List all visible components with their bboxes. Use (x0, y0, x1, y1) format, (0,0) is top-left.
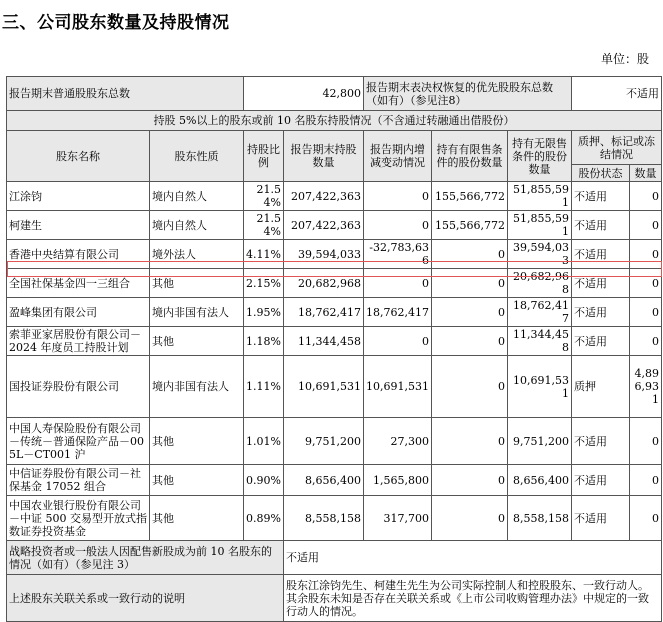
column-header-row (7, 131, 662, 165)
col-ratio-header: 持股比例 (244, 131, 284, 182)
cell-unrestricted: 9,751,200 (508, 418, 572, 465)
cell-name: 国投证券股份有限公司 (7, 356, 150, 418)
cell-amount: 11,344,458 (284, 327, 364, 356)
summary-row (7, 77, 662, 111)
cell-nature: 境内自然人 (150, 211, 244, 240)
col-name-header: 股东名称 (7, 131, 150, 182)
cell-ratio: 0.90% (244, 465, 284, 496)
cell-nature: 境外法人 (150, 240, 244, 269)
col-qty-header: 数量 (630, 165, 662, 182)
table-row (7, 356, 662, 418)
cell-ratio: 1.11% (244, 356, 284, 418)
strategic-investor-row (7, 541, 662, 575)
cell-status: 不适用 (572, 496, 630, 541)
cell-nature: 其他 (150, 465, 244, 496)
cell-ratio: 4.11% (244, 240, 284, 269)
cell-name: 中国人寿保险股份有限公司－传统－普通保险产品－005L－CT001 沪 (7, 418, 150, 465)
cell-restricted: 0 (432, 496, 508, 541)
cell-restricted: 0 (432, 327, 508, 356)
strategic-investor-label: 战略投资者或一般法人因配售新股成为前 10 名股东的情况（如有）（参见注 3） (7, 541, 284, 575)
cell-change: -32,783,636 (364, 240, 432, 269)
cell-unrestricted: 8,656,400 (508, 465, 572, 496)
col-nature-header: 股东性质 (150, 131, 244, 182)
cell-unrestricted: 20,682,968 (508, 269, 572, 298)
cell-unrestricted: 11,344,458 (508, 327, 572, 356)
cell-status: 不适用 (572, 211, 630, 240)
cell-name: 中国农业银行股份有限公司－中证 500 交易型开放式指数证券投资基金 (7, 496, 150, 541)
common-holders-label: 报告期末普通股股东总数 (7, 77, 244, 111)
cell-name: 江涂钧 (7, 182, 150, 211)
table-row (7, 327, 662, 356)
relation-label: 上述股东关联关系或一致行动的说明 (7, 575, 284, 622)
cell-name: 全国社保基金四一三组合 (7, 269, 150, 298)
table-row (7, 269, 662, 298)
cell-amount: 207,422,363 (284, 182, 364, 211)
cell-ratio: 1.95% (244, 298, 284, 327)
cell-nature: 其他 (150, 496, 244, 541)
cell-qty: 0 (630, 182, 662, 211)
col-status-header: 股份状态 (572, 165, 630, 182)
cell-unrestricted: 8,558,158 (508, 496, 572, 541)
cell-status: 不适用 (572, 465, 630, 496)
section-title: 三、公司股东数量及持股情况 (2, 13, 230, 33)
cell-nature: 其他 (150, 418, 244, 465)
cell-qty: 0 (630, 418, 662, 465)
cell-change: 18,762,417 (364, 298, 432, 327)
relation-row (7, 575, 662, 622)
cell-change: 27,300 (364, 418, 432, 465)
cell-nature: 其他 (150, 327, 244, 356)
cell-unrestricted: 18,762,417 (508, 298, 572, 327)
cell-change: 0 (364, 269, 432, 298)
cell-unrestricted: 10,691,531 (508, 356, 572, 418)
shareholder-table (6, 76, 662, 622)
cell-qty: 0 (630, 327, 662, 356)
col-change-header: 报告期内增减变动情况 (364, 131, 432, 182)
cell-qty: 0 (630, 298, 662, 327)
cell-status: 不适用 (572, 327, 630, 356)
strategic-investor-value: 不适用 (284, 541, 662, 575)
cell-amount: 9,751,200 (284, 418, 364, 465)
cell-amount: 20,682,968 (284, 269, 364, 298)
cell-amount: 10,691,531 (284, 356, 364, 418)
cell-restricted: 0 (432, 418, 508, 465)
cell-name: 盈峰集团有限公司 (7, 298, 150, 327)
cell-name: 柯建生 (7, 211, 150, 240)
cell-ratio: 0.89% (244, 496, 284, 541)
cell-nature: 境内非国有法人 (150, 298, 244, 327)
col-restricted-header: 持有有限售条件的股份数量 (432, 131, 508, 182)
section-header-row (7, 111, 662, 131)
cell-amount: 8,558,158 (284, 496, 364, 541)
cell-nature: 境内非国有法人 (150, 356, 244, 418)
table-row (7, 298, 662, 327)
table-row (7, 465, 662, 496)
cell-status: 不适用 (572, 418, 630, 465)
cell-nature: 其他 (150, 269, 244, 298)
col-amount-header: 报告期末持股数量 (284, 131, 364, 182)
cell-status: 质押 (572, 356, 630, 418)
cell-change: 0 (364, 327, 432, 356)
cell-status: 不适用 (572, 240, 630, 269)
table-row (7, 418, 662, 465)
cell-status: 不适用 (572, 182, 630, 211)
cell-change: 1,565,800 (364, 465, 432, 496)
cell-ratio: 1.01% (244, 418, 284, 465)
unit-label: 单位：股 (600, 52, 649, 66)
cell-unrestricted: 51,855,591 (508, 211, 572, 240)
table-row (7, 211, 662, 240)
cell-nature: 境内自然人 (150, 182, 244, 211)
cell-restricted: 0 (432, 269, 508, 298)
cell-qty: 4,896,931 (630, 356, 662, 418)
cell-restricted: 0 (432, 356, 508, 418)
table-row (7, 182, 662, 211)
cell-ratio: 21.54% (244, 211, 284, 240)
cell-name: 中信证券股份有限公司－社保基金 17052 组合 (7, 465, 150, 496)
cell-restricted: 0 (432, 240, 508, 269)
cell-status: 不适用 (572, 269, 630, 298)
table-row (7, 496, 662, 541)
col-pledge-header: 质押、标记或冻结情况 (572, 131, 662, 165)
cell-qty: 0 (630, 465, 662, 496)
cell-amount: 39,594,033 (284, 240, 364, 269)
cell-qty: 0 (630, 240, 662, 269)
top10-section-header: 持股 5%以上的股东或前 10 名股东持股情况（不含通过转融通出借股份） (7, 111, 662, 131)
cell-name: 索菲亚家居股份有限公司－2024 年度员工持股计划 (7, 327, 150, 356)
cell-ratio: 1.18% (244, 327, 284, 356)
cell-restricted: 155,566,772 (432, 182, 508, 211)
cell-change: 317,700 (364, 496, 432, 541)
common-holders-value: 42,800 (244, 77, 364, 111)
cell-amount: 207,422,363 (284, 211, 364, 240)
cell-status: 不适用 (572, 298, 630, 327)
cell-name: 香港中央结算有限公司 (7, 240, 150, 269)
cell-change: 0 (364, 211, 432, 240)
cell-amount: 8,656,400 (284, 465, 364, 496)
cell-qty: 0 (630, 496, 662, 541)
cell-restricted: 0 (432, 465, 508, 496)
table-row (7, 240, 662, 269)
cell-restricted: 155,566,772 (432, 211, 508, 240)
cell-change: 0 (364, 182, 432, 211)
cell-restricted: 0 (432, 298, 508, 327)
cell-qty: 0 (630, 211, 662, 240)
relation-value: 股东江涂钧先生、柯建生先生为公司实际控制人和控股股东、一致行动人。其余股东未知是否存在关联关系或《上市公司收购管理办法》中规定的一致行动人的情况。 (284, 575, 662, 622)
col-unrestricted-header: 持有无限售条件的股份数量 (508, 131, 572, 182)
cell-unrestricted: 39,594,033 (508, 240, 572, 269)
cell-unrestricted: 51,855,591 (508, 182, 572, 211)
cell-qty: 0 (630, 269, 662, 298)
cell-ratio: 2.15% (244, 269, 284, 298)
cell-amount: 18,762,417 (284, 298, 364, 327)
preferred-holders-value: 不适用 (572, 77, 662, 111)
cell-ratio: 21.54% (244, 182, 284, 211)
cell-change: 10,691,531 (364, 356, 432, 418)
preferred-holders-label: 报告期末表决权恢复的优先股股东总数（如有）（参见注8） (364, 77, 572, 111)
